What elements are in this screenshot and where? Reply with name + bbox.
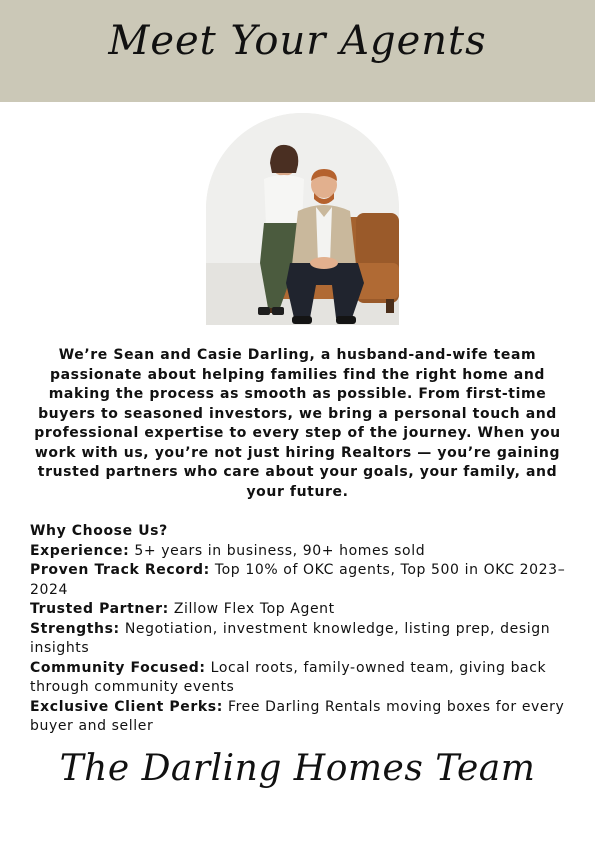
- list-item: Community Focused: Local roots, family-owned team, giving back through community events: [30, 659, 547, 695]
- list-item: Experience: 5+ years in business, 90+ homes sold: [30, 542, 426, 559]
- intro-paragraph: We’re Sean and Casie Darling, a husband-and-wife team passionate about helping families find the right home and making the process as smooth as possible. From first-time buyers to seasoned investors, we bring a personal touch and professional expertise to every step of the journey. When you work with us, you’re not just hiring Realtors — you’re gaining trusted partners who care about your goals, your family, and your future.: [34, 347, 561, 500]
- why-choose-us-section: [30, 522, 570, 737]
- list-item: Exclusive Client Perks: Free Darling Rentals moving boxes for every buyer and seller: [30, 698, 565, 734]
- list-item: Trusted Partner: Zillow Flex Top Agent: [30, 601, 335, 617]
- list-item: Strengths: Negotiation, investment knowledge, listing prep, design insights: [30, 620, 551, 656]
- why-choose-us-heading: Why Choose Us?: [30, 523, 168, 539]
- list-item: Proven Track Record: Top 10% of OKC agents, Top 500 in OKC 2023–2024: [30, 562, 566, 598]
- agent-photo: [206, 113, 399, 325]
- team-signature: The Darling Homes Team: [59, 748, 536, 789]
- page-title: Meet Your Agents: [108, 18, 487, 64]
- agent-photo-illustration: [206, 113, 399, 325]
